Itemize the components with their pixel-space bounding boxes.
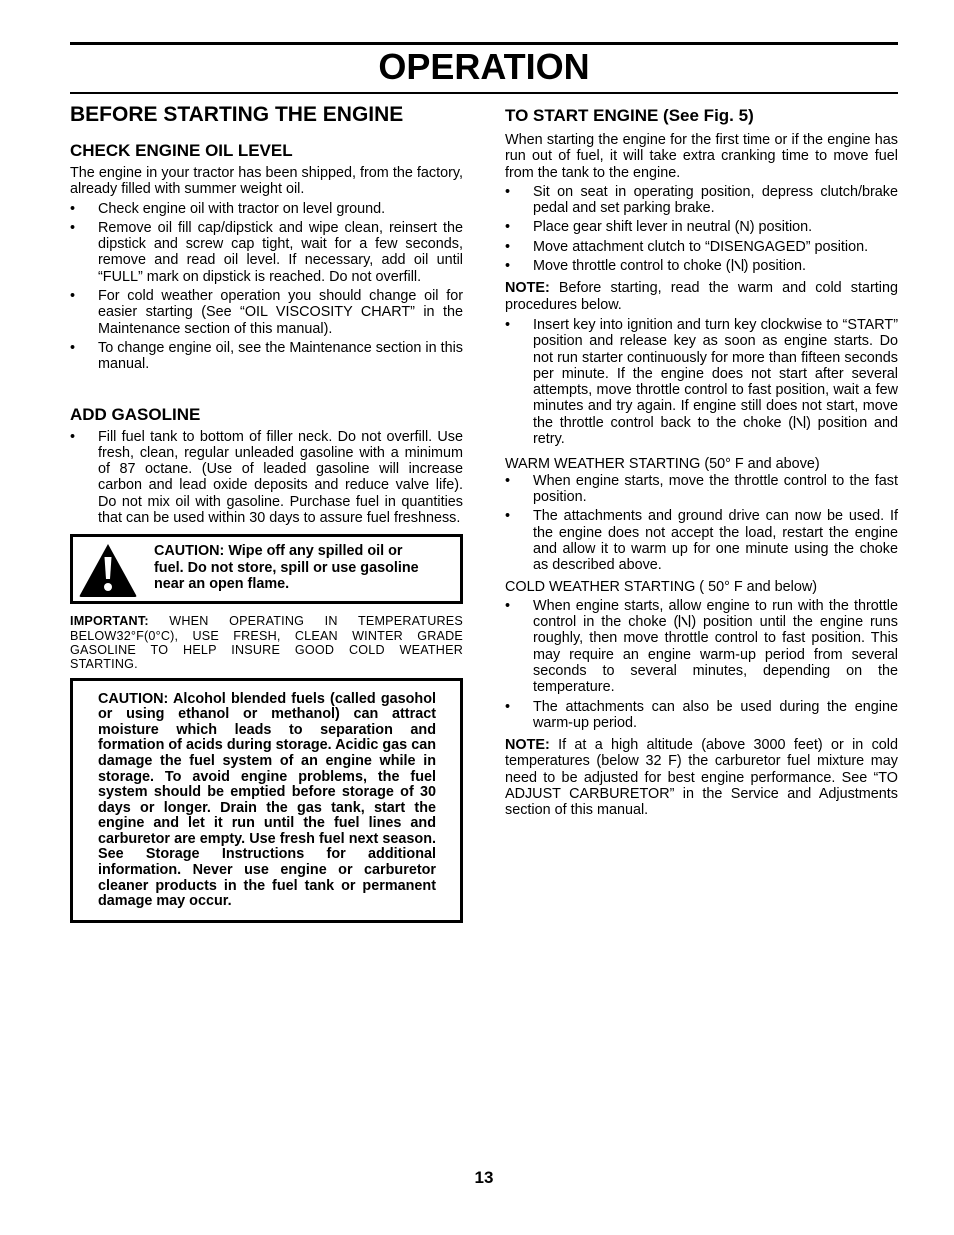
bullet: • xyxy=(70,288,76,305)
note-altitude: NOTE: If at a high altitude (above 3000 feet) or in cold temperatures (below 32 F) the carburetor fuel mixture may need to be adjusted for best engine performance. See “TO ADJUST CARBURETOR” in the Service and Adjustments section of this manual. xyxy=(505,737,898,819)
bullet: • xyxy=(505,238,511,255)
list-item: • Place gear shift lever in neutral (N) position. xyxy=(505,219,813,236)
header-rule-bottom xyxy=(70,92,898,94)
bullet: • xyxy=(505,472,511,489)
list-item: • To change engine oil, see the Maintenance section in this manual. xyxy=(70,339,463,373)
list-item: • Fill fuel tank to bottom of filler neck. Do not overfill. Use fresh, clean, regular unleaded gasoline with a minimum of 87 octane. (Use of leaded gasoline will increase carbon and lead oxide deposits and reduce valve life). Do not mix oil with gasoline. Purchase fuel in quantities that can be used within 30 days to assure fuel freshness. xyxy=(70,428,463,527)
choke-symbol-icon xyxy=(678,614,691,628)
list-item: • When engine starts, allow engine to run with the throttle control in the choke ( ) position until the engine runs roughly, then move throttle control to fast position. This may require an engine warm-up period from several seconds to several minutes, depending on the temperature. xyxy=(505,597,898,696)
page-number: 13 xyxy=(474,1168,494,1187)
choke-symbol-icon xyxy=(731,258,744,272)
right-column xyxy=(505,100,898,819)
bullet: • xyxy=(505,597,511,614)
important-label: IMPORTANT: xyxy=(70,614,149,629)
gas-bullet-list xyxy=(70,429,463,527)
list-item: • Sit on seat in operating position, depress clutch/brake pedal and set parking brake. xyxy=(505,183,898,217)
bullet: • xyxy=(505,183,511,200)
caution-text-alcohol: CAUTION: Alcohol blended fuels (called gasohol or using ethanol or methanol) can attract moisture which leads to separation and formation of acids during storage. Acidic gas can damage the fuel system of an engine while in storage. To avoid engine problems, the fuel system should be emptied before storage of 30 days or longer. Drain the gas tank, start the engine and let it run until the fuel lines and carburetor are empty. Use fresh fuel next season. See Storage Instructions for additional information. Never use engine or carburetor cleaner products in the fuel tank or permanent damage may occur. xyxy=(98,690,436,910)
list-item: • When engine starts, move the throttle control to the fast position. xyxy=(505,472,898,505)
spacer xyxy=(70,376,463,400)
caution-box-spill xyxy=(70,534,463,604)
cold-bullet-list xyxy=(505,598,898,731)
section-heading-before-starting: BEFORE STARTING THE ENGINE xyxy=(70,103,404,126)
bullet: • xyxy=(505,258,511,275)
list-item: • Move attachment clutch to “DISENGAGED” position. xyxy=(505,238,869,255)
choke-symbol-icon xyxy=(793,415,806,429)
warm-bullet-list xyxy=(505,473,898,574)
bullet: • xyxy=(505,698,511,715)
bullet: • xyxy=(505,508,511,525)
note-label: NOTE: xyxy=(505,280,550,297)
list-item: • Move throttle control to choke ( ) position. xyxy=(505,258,806,275)
caution-text-spill: CAUTION: Wipe off any spilled oil or fuel. Do not store, spill or use gasoline near an open flame. xyxy=(154,543,419,592)
section-heading-start-engine: TO START ENGINE (See Fig. 5) xyxy=(505,106,754,125)
subheading-add-gasoline: ADD GASOLINE xyxy=(70,404,201,424)
bullet: • xyxy=(505,316,511,333)
oil-intro: The engine in your tractor has been shipped, from the factory, already filled with summer weight oil. xyxy=(70,165,463,198)
key-bullet-list xyxy=(505,317,898,447)
bullet: • xyxy=(70,200,76,217)
note-before-starting: NOTE: Before starting, read the warm and cold starting procedures below. xyxy=(505,280,898,313)
cold-weather-heading: COLD WEATHER STARTING ( 50° F and below) xyxy=(505,579,818,596)
header-rule-top xyxy=(70,42,898,45)
list-item: • For cold weather operation you should change oil for easier starting (See “OIL VISCOSITY CHART” in the Maintenance section of this manual). xyxy=(70,288,463,337)
note-label: NOTE: xyxy=(505,737,550,754)
bullet: • xyxy=(505,219,511,236)
left-column xyxy=(70,100,463,923)
page-title: OPERATION xyxy=(378,46,590,87)
list-item: • Check engine oil with tractor on level ground. xyxy=(70,200,386,217)
list-item: • The attachments and ground drive can now be used. If the engine does not accept the load, restart the engine and allow it to warm up for one minute using the choke as described above. xyxy=(505,508,898,574)
important-notice xyxy=(70,614,463,671)
caution-box-alcohol xyxy=(70,678,463,923)
list-item: • The attachments can also be used during the engine warm-up period. xyxy=(505,698,898,731)
warning-triangle-icon xyxy=(77,541,139,599)
warm-weather-heading: WARM WEATHER STARTING (50° F and above) xyxy=(505,456,820,473)
list-item: • Remove oil fill cap/dipstick and wipe clean, reinsert the dipstick and screw cap tight, wait for a few seconds, remove and read oil level. If necessary, add oil until “FULL” mark on dipstick is reached. Do not overfill. xyxy=(70,219,463,285)
bullet: • xyxy=(70,428,76,445)
important-text: WHEN OPERATING IN TEMPERATURES BELOW32°F(0°C), USE FRESH, CLEAN WINTER GRADE GASOLINE TO HELP INSURE GOOD COLD WEATHER STARTING. xyxy=(70,614,463,672)
start-bullet-list xyxy=(505,184,898,274)
start-intro: When starting the engine for the first time or if the engine has run out of fuel, it will take extra cranking time to move fuel from the tank to the engine. xyxy=(505,132,898,181)
oil-bullet-list xyxy=(70,201,463,373)
bullet: • xyxy=(70,339,76,356)
list-item: • Insert key into ignition and turn key clockwise to “START” position and release key as soon as engine starts. Do not run starter continuously for more than fifteen seconds per minute. If the engine does not start after several attempts, move throttle control to fast position, wait a few minutes and try again. If engine still does not start, move the throttle control back to the choke ( ) position and retry. xyxy=(505,316,898,448)
bullet: • xyxy=(70,219,76,236)
subheading-check-oil: CHECK ENGINE OIL LEVEL xyxy=(70,141,293,160)
